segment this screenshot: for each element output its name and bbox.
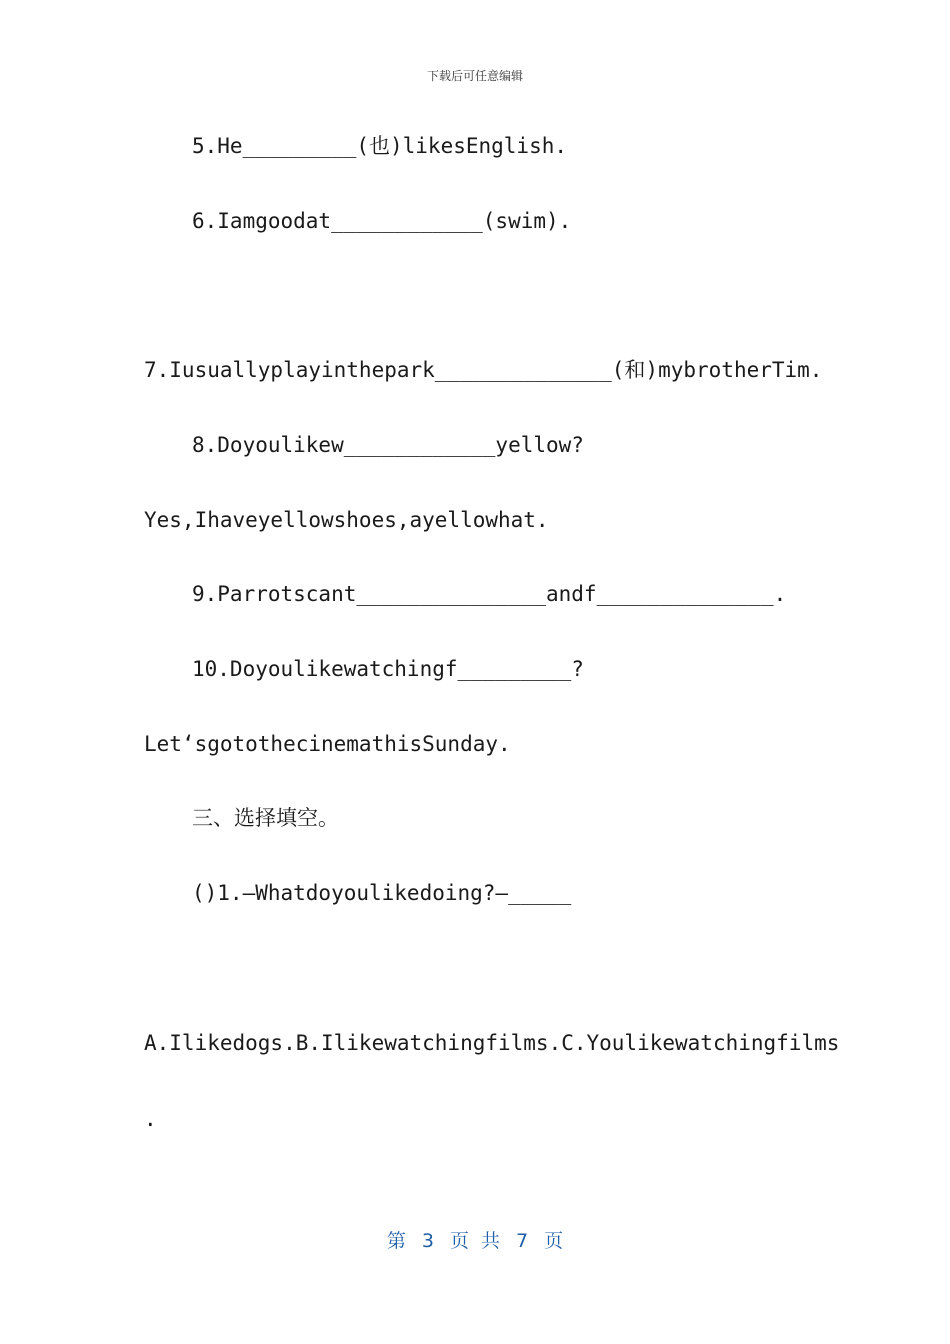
footer-label-page: 第 (386, 1230, 406, 1252)
section-3-heading: 三、选择填空。 (192, 806, 339, 830)
multiple-choice-1-options: A.Ilikedogs.B.Ilikewatchingfilms.C.Youlikewatchingfilms (144, 1031, 840, 1055)
question-6: 6.Iamgoodat____________(swim). (192, 209, 572, 233)
question-7: 7.Iusuallyplayinthepark______________(和)mybrotherTim. (144, 358, 823, 382)
question-10: 10.Doyoulikewatchingf_________? (192, 657, 584, 681)
footer-total-pages: 7 (516, 1230, 529, 1252)
question-8-answer: Yes,Ihaveyellowshoes,ayellowhat. (144, 508, 549, 532)
footer-label-of: 页 共 (449, 1230, 501, 1252)
multiple-choice-1: ()1.—Whatdoyoulikedoing?—_____ (192, 881, 572, 905)
question-8: 8.Doyoulikew____________yellow? (192, 433, 584, 457)
question-9: 9.Parrotscant_______________andf______________. (192, 582, 787, 606)
multiple-choice-1-tail: . (144, 1107, 157, 1131)
footer-current-page: 3 (421, 1230, 434, 1252)
question-10-answer: Let‘sgotothecinemathisSunday. (144, 732, 511, 756)
page-header-note: 下载后可任意编辑 (426, 69, 523, 83)
page-footer (0, 1226, 950, 1253)
footer-label-end: 页 (544, 1230, 564, 1252)
question-5: 5.He_________(也)likesEnglish. (192, 134, 568, 158)
